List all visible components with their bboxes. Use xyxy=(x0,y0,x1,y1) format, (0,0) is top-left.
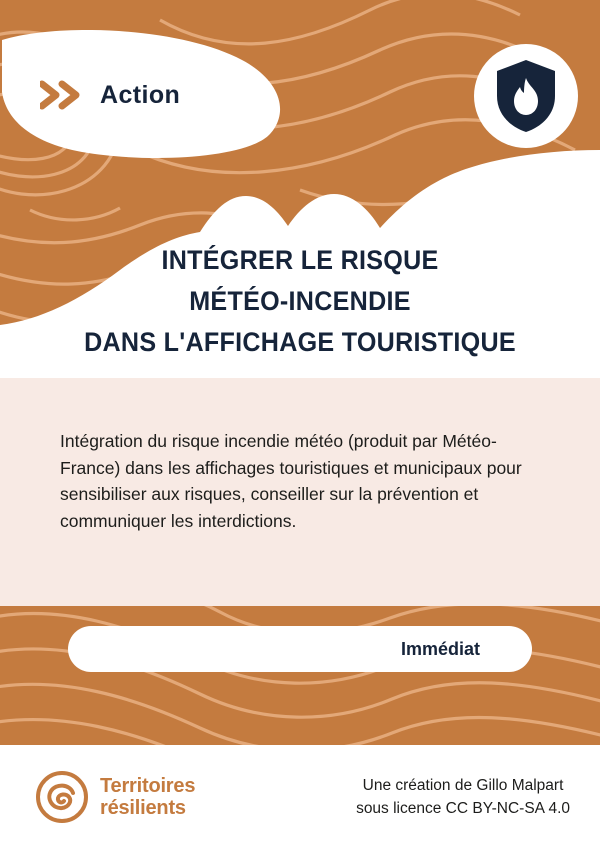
brand-logo-line2: résilients xyxy=(100,797,186,819)
action-badge-content xyxy=(40,80,180,110)
double-chevron-right-icon xyxy=(40,80,86,110)
action-badge xyxy=(2,30,287,160)
title-line-3: DANS L'AFFICHAGE TOURISTIQUE xyxy=(84,327,516,358)
delay-label: Immédiat xyxy=(400,638,480,659)
title-line-2: MÉTÉO-INCENDIE xyxy=(189,286,411,317)
footer xyxy=(0,745,600,849)
page-title xyxy=(0,240,600,363)
title-line-1: INTÉGRER LE RISQUE xyxy=(161,245,439,275)
credit-block xyxy=(356,774,570,821)
fire-shield-icon xyxy=(474,44,578,148)
credit-line-2: sous licence CC BY-NC-SA 4.0 xyxy=(356,800,570,817)
credit-line-1: Une création de Gillo Malpart xyxy=(362,776,564,794)
action-badge-label: Action xyxy=(100,80,181,109)
brand-logo-text xyxy=(100,775,195,820)
brand-logo xyxy=(34,769,195,825)
spiral-logo-icon xyxy=(34,769,90,825)
description-text: Intégration du risque incendie météo (produit par Météo-France) dans les affichages touristiques et municipaux pour sensibiliser aux risques, conseiller sur la prévention et communiquer les interdictions. xyxy=(60,431,522,531)
delay-pill xyxy=(68,626,532,672)
brand-logo-line1: Territoires xyxy=(100,774,196,797)
description-panel xyxy=(0,378,600,606)
